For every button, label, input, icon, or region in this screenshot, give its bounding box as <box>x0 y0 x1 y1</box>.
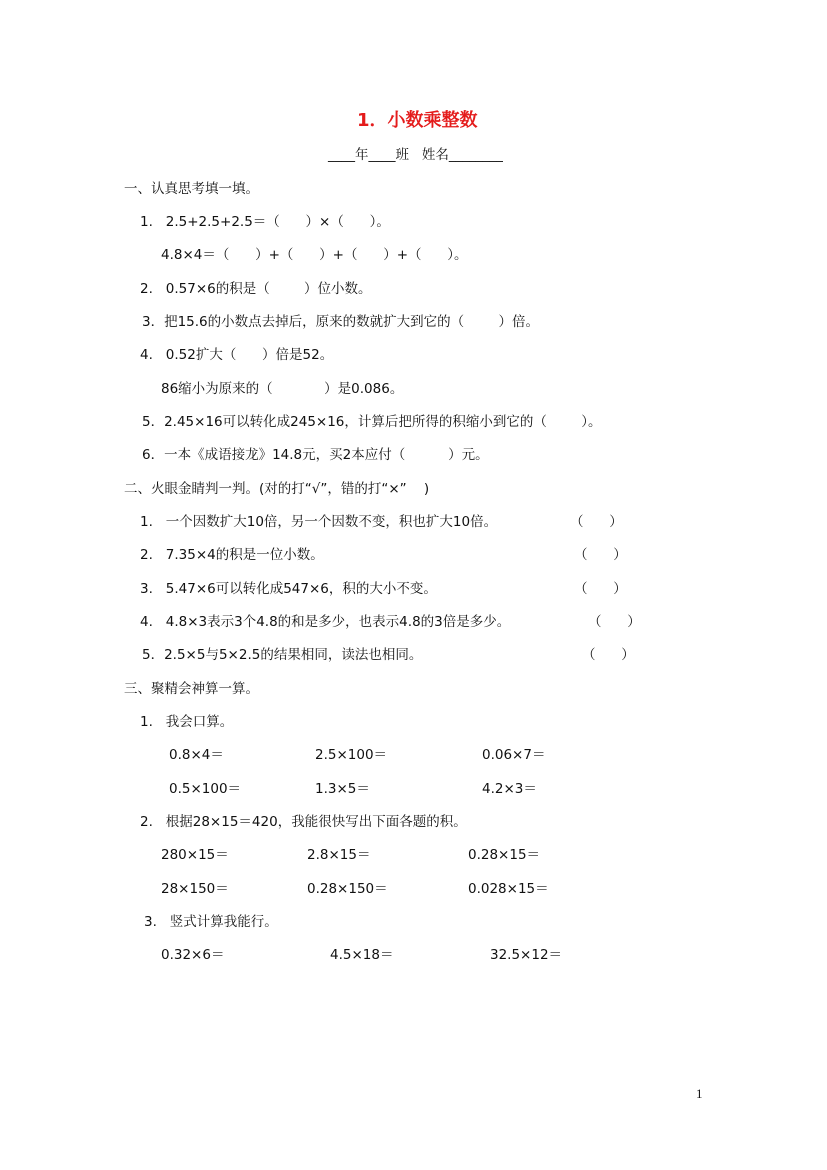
question-1-4a: 4. 0.52扩大（ ）倍是52。 <box>140 347 334 363</box>
judge-item-3: 3. 5.47×6可以转化成547×6，积的大小不变。 <box>140 581 437 597</box>
derived-problem: 0.28×15＝ <box>468 847 541 863</box>
derived-problem: 0.28×150＝ <box>307 881 388 897</box>
derived-problem: 28×150＝ <box>161 881 229 897</box>
judge-item-1: 1. 一个因数扩大10倍，另一个因数不变，积也扩大10倍。 <box>140 514 498 530</box>
subsection-derived: 2. 根据28×15＝420，我能很快写出下面各题的积。 <box>140 814 467 830</box>
subsection-vertical: 3. 竖式计算我能行。 <box>144 914 278 930</box>
judge-bracket-3: （ ） <box>574 581 627 597</box>
vertical-problem: 32.5×12＝ <box>490 947 563 963</box>
derived-problem: 0.028×15＝ <box>468 881 549 897</box>
question-1-4b: 86缩小为原来的（ ）是0.086。 <box>161 381 404 397</box>
question-1-1b: 4.8×4＝（ ）+（ ）+（ ）+（ ）。 <box>161 247 468 263</box>
question-1-3: 3．把15.6的小数点去掉后，原来的数就扩大到它的（ ）倍。 <box>142 314 539 330</box>
oral-problem: 1.3×5＝ <box>315 781 370 797</box>
section-3-heading: 三、聚精会神算一算。 <box>124 681 259 697</box>
section-1-heading: 一、认真思考填一填。 <box>124 181 259 197</box>
subsection-oral: 1. 我会口算。 <box>140 714 234 730</box>
page-title: 1．小数乘整数 <box>357 110 478 131</box>
derived-problem: 280×15＝ <box>161 847 229 863</box>
vertical-problem: 0.32×6＝ <box>161 947 225 963</box>
judge-bracket-5: （ ） <box>582 647 635 663</box>
judge-item-4: 4. 4.8×3表示3个4.8的和是多少，也表示4.8的3倍是多少。 <box>140 614 511 630</box>
vertical-problem: 4.5×18＝ <box>330 947 394 963</box>
section-2-heading: 二、火眼金睛判一判。(对的打“√”，错的打“×” ) <box>124 481 430 497</box>
student-info-line: ____年____班 姓名________ <box>328 147 503 163</box>
oral-problem: 4.2×3＝ <box>482 781 537 797</box>
judge-bracket-4: （ ） <box>588 614 641 630</box>
derived-problem: 2.8×15＝ <box>307 847 371 863</box>
oral-problem: 0.06×7＝ <box>482 747 546 763</box>
question-1-5: 5．2.45×16可以转化成245×16，计算后把所得的积缩小到它的（ ）。 <box>142 414 602 430</box>
oral-problem: 0.5×100＝ <box>169 781 242 797</box>
question-1-2: 2. 0.57×6的积是（ ）位小数。 <box>140 281 372 297</box>
judge-item-5: 5．2.5×5与5×2.5的结果相同，读法也相同。 <box>142 647 423 663</box>
judge-bracket-1: （ ） <box>570 514 623 530</box>
question-1-1a: 1. 2.5+2.5+2.5＝（ ）×（ ）。 <box>140 214 390 230</box>
judge-item-2: 2. 7.35×4的积是一位小数。 <box>140 547 324 563</box>
oral-problem: 0.8×4＝ <box>169 747 224 763</box>
question-1-6: 6．一本《成语接龙》14.8元，买2本应付（ ）元。 <box>142 447 489 463</box>
oral-problem: 2.5×100＝ <box>315 747 388 763</box>
page-number: 1 <box>696 1086 703 1101</box>
judge-bracket-2: （ ） <box>574 547 627 563</box>
